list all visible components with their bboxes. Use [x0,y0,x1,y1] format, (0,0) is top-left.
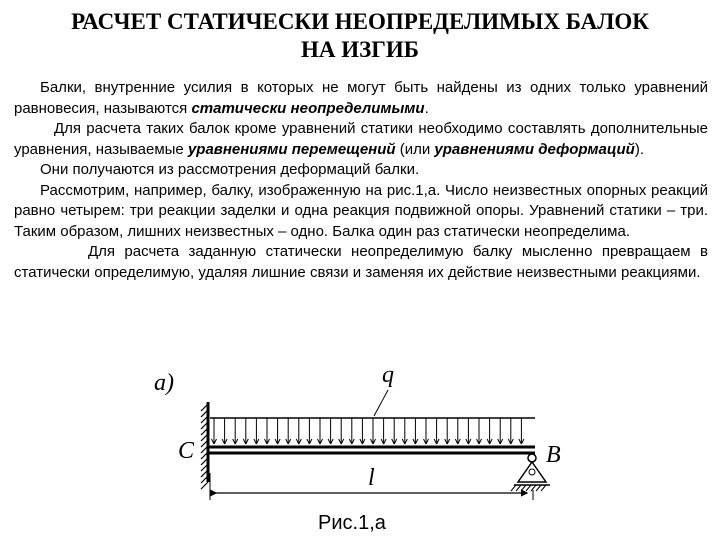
panel-label: а) [154,370,174,396]
paragraph-origin: Они получаются из рассмотрения деформаций балки. [40,161,420,178]
load-label-q: q [382,362,394,388]
title-line-1: РАСЧЕТ СТАТИЧЕСКИ НЕОПРЕДЕЛИМЫХ БАЛОК [71,9,649,34]
paragraph-additional-text: Для расчета таких балок кроме уравнений статики необходимо составлять дополнительные уравнения, называемые [14,120,708,158]
roller-support-icon [511,454,550,491]
term-deformation-equations: уравнениями деформаций [434,140,635,158]
fixed-support-icon [201,402,208,489]
body-text [14,78,708,283]
paragraph-definition-end: . [424,99,429,117]
span-label-l: l [368,465,375,491]
distributed-load-icon [210,390,535,444]
support-label-c: C [178,438,195,464]
term-statically-indeterminate: статически неопределимыми [191,99,425,117]
paragraph-example: Рассмотрим, например, балку, изображенную на рис.1,а. Число неизвестных опорных реакций равно четырем: три реакции заделки и одна реакция подвижной опоры. Уравнений статики – три. Таким образом, лишних неизвестных – одно. Балка один раз статически неопределима. [14,181,708,240]
beam [208,447,535,453]
paragraph-method: Для расчета заданную статически неопределимую балку мысленно превращаем в статически определимую, удаляя лишние связи и заменяя их действие неизвестными реакциями. [14,243,708,281]
term-displacement-equations: уравнениями перемещений [187,140,396,158]
support-label-b: B [546,442,561,468]
paragraph-definition-text: Балки, внутренние усилия в которых не могут быть найдены из одних только уравнений равновесия, называются [14,79,708,117]
title-line-2: НА ИЗГИБ [300,37,419,62]
paragraph-definition [14,78,708,119]
paragraph-additional-mid: (или [395,140,435,158]
page-title [0,8,720,64]
paragraph-additional-end: ). [634,140,645,158]
paragraph-additional-equations [14,119,708,160]
figure-caption: Рис.1,а [318,512,386,534]
